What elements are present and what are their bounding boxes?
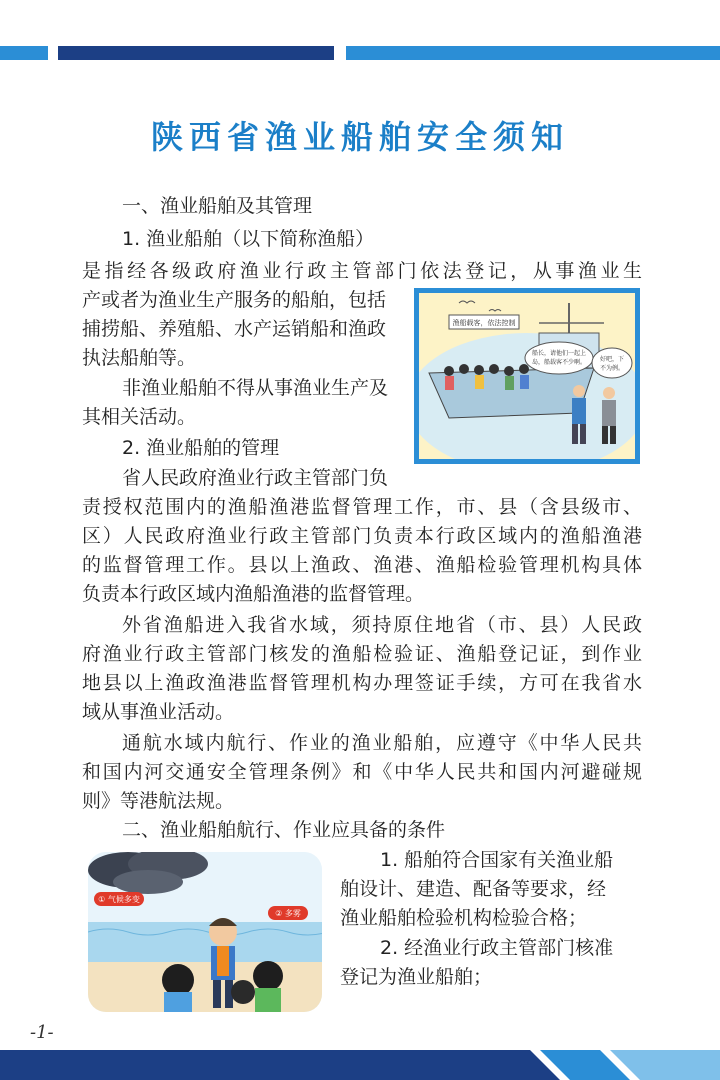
paragraph-4-line-3: 地县以上渔政渔港监督管理机构办理签证手续，方可在我省水 — [82, 672, 642, 694]
condition-1-line-1: 1. 船舶符合国家有关渔业船 — [380, 849, 614, 871]
subheading-fishing-boats: 1. 渔业船舶（以下简称渔船） — [122, 228, 375, 250]
paragraph-3-line-2: 责授权范围内的渔船渔港监督管理工作，市、县（含县级市、 — [82, 496, 642, 518]
paragraph-5-line-3: 则》等港航法规。 — [82, 790, 235, 812]
label-weather: ① 气候多变 — [98, 895, 140, 904]
paragraph-4-line-4: 域从事渔业活动。 — [82, 701, 235, 723]
boat-passengers-illustration — [414, 288, 640, 464]
paragraph-1-line-3: 捕捞船、养殖船、水产运销船和渔政 — [82, 318, 387, 340]
paragraph-2-line-1: 非渔业船舶不得从事渔业生产及 — [122, 377, 389, 399]
boat-sign-text: 渔船载客，依法控制 — [452, 319, 516, 327]
condition-1-line-2: 舶设计、建造、配备等要求，经 — [340, 878, 607, 900]
condition-2-line-1: 2. 经渔业行政主管部门核准 — [380, 937, 614, 959]
top-bar-left — [0, 46, 48, 60]
paragraph-4-line-2: 府渔业行政主管部门核发的渔船检验证、渔船登记证，到作业 — [82, 643, 642, 665]
label-fog: ② 多雾 — [275, 909, 301, 918]
section-heading-2: 二、渔业船舶航行、作业应具备的条件 — [122, 819, 446, 841]
svg-text:岛，船载客不少啊。: 岛，船载客不少啊。 — [531, 359, 587, 366]
paragraph-5-line-2: 和国内河交通安全管理条例》和《中华人民共和国内河避碰规 — [82, 761, 642, 783]
condition-2-line-2: 登记为渔业船舶； — [340, 966, 493, 988]
svg-text:好吧，下: 好吧，下 — [599, 356, 625, 363]
weather-warning-illustration — [88, 852, 322, 1012]
paragraph-1-line-1: 是指经各级政府渔业行政主管部门依法登记，从事渔业生 — [82, 260, 642, 282]
condition-1-line-3: 渔业船舶检验机构检验合格； — [340, 907, 588, 929]
subheading-boat-management: 2. 渔业船舶的管理 — [122, 437, 280, 459]
bottom-decorative-bar — [0, 1050, 720, 1080]
section-heading-1: 一、渔业船舶及其管理 — [122, 195, 313, 217]
paragraph-1-line-4: 执法船舶等。 — [82, 347, 197, 369]
top-bar-right — [346, 46, 720, 60]
svg-text:船长，请他们一起上: 船长，请他们一起上 — [531, 350, 587, 357]
paragraph-4-line-1: 外省渔船进入我省水域，须持原住地省（市、县）人民政 — [122, 614, 642, 636]
svg-text:不为例。: 不为例。 — [599, 365, 625, 372]
paragraph-3-line-3: 区）人民政府渔业行政主管部门负责本行政区域内的渔船渔港 — [82, 525, 642, 547]
paragraph-3-line-5: 负责本行政区域内渔船渔港的监督管理。 — [82, 583, 425, 605]
paragraph-3-line-1: 省人民政府渔业行政主管部门负 — [122, 467, 389, 489]
paragraph-1-line-2: 产或者为渔业生产服务的船舶，包括 — [82, 289, 387, 311]
top-bar-middle — [58, 46, 334, 60]
paragraph-2-line-2: 其相关活动。 — [82, 406, 197, 428]
page-number: -1- — [30, 1022, 54, 1043]
page-title: 陕西省渔业船舶安全须知 — [150, 118, 569, 156]
paragraph-3-line-4: 的监督管理工作。县以上渔政、渔港、渔船检验管理机构具体 — [82, 554, 642, 576]
paragraph-5-line-1: 通航水域内航行、作业的渔业船舶，应遵守《中华人民共 — [122, 732, 642, 754]
